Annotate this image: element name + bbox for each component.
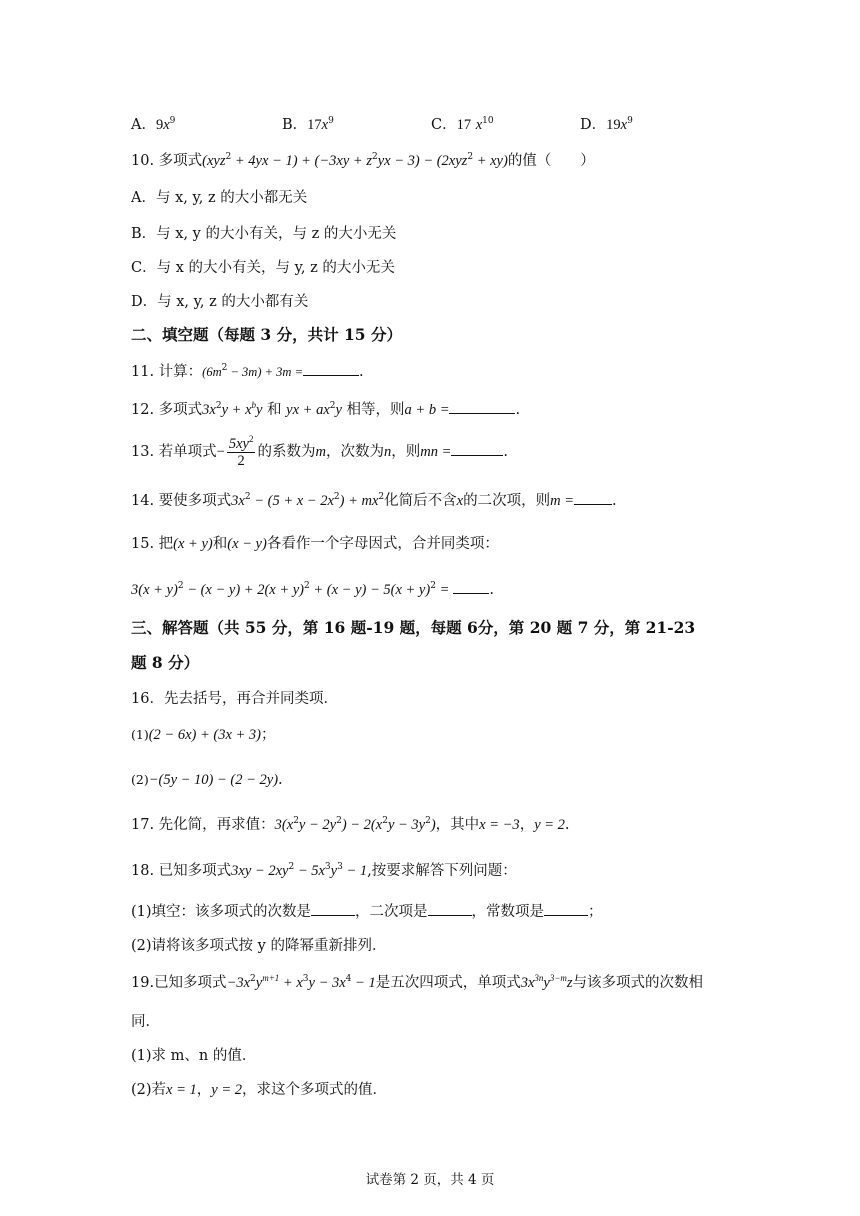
math-var: x bbox=[456, 493, 464, 509]
section-heading-line1: 三、解答题（共 55 分，第 16 题-19 题，每题 6分，第 20 题 7 分，第 21-23 bbox=[131, 618, 696, 637]
stem-text: 多项式 bbox=[158, 402, 203, 418]
stem-text: ， bbox=[519, 817, 535, 833]
math-expr: yx + ax bbox=[286, 402, 330, 418]
stem-text: 若单项式 bbox=[158, 444, 217, 460]
stem-text: . bbox=[515, 402, 521, 418]
math-expr: = bbox=[435, 582, 450, 598]
stem-text: 先化简，再求值： bbox=[158, 817, 275, 833]
math-expr: − (x − y) + 2(x + y) bbox=[183, 582, 305, 598]
q13 bbox=[131, 434, 780, 470]
option-coef: 9 bbox=[155, 117, 164, 133]
q9-option-a[interactable] bbox=[131, 113, 175, 134]
option-coef: 17 bbox=[456, 117, 472, 133]
q18 bbox=[131, 861, 780, 881]
math-expr: 3(x + y) bbox=[131, 582, 178, 598]
q16-part1 bbox=[131, 725, 780, 745]
math-expr: (2 − 6x) + (3x + 3) bbox=[148, 727, 262, 743]
exponent: 3 bbox=[337, 862, 343, 873]
math-expr: 3x bbox=[231, 493, 245, 509]
exponent: 3−m bbox=[549, 973, 567, 984]
stem-text: 要使多项式 bbox=[158, 493, 232, 509]
question-number: 15. bbox=[131, 536, 155, 552]
math-expr: m = bbox=[550, 493, 574, 509]
exponent: 3 bbox=[302, 974, 309, 985]
math-expr: y − 2y bbox=[298, 817, 337, 833]
option-coef: 19 bbox=[606, 117, 621, 133]
stem-text: ，次数为 bbox=[325, 444, 384, 460]
option-exp: 10 bbox=[482, 116, 494, 127]
math-expr: (x − y) bbox=[227, 536, 267, 552]
answer-blank[interactable] bbox=[574, 490, 612, 505]
q14 bbox=[131, 490, 780, 511]
stem-text: . bbox=[564, 817, 570, 833]
fraction bbox=[227, 433, 256, 469]
stem-text: . bbox=[611, 493, 617, 509]
math-expr: y = 2 bbox=[534, 817, 565, 833]
stem-text: ，则 bbox=[391, 444, 421, 460]
stem-text: 已知多项式 bbox=[154, 975, 227, 991]
exponent: 2 bbox=[336, 816, 342, 827]
stem-text: . bbox=[278, 772, 283, 788]
math-expr: y bbox=[335, 402, 342, 418]
math-expr: y + x bbox=[221, 402, 252, 418]
stem-text: ； bbox=[261, 727, 276, 743]
stem-text: ，求这个多项式的值． bbox=[242, 1082, 388, 1098]
stem-text: (2)若 bbox=[131, 1082, 167, 1098]
question-number: 13. bbox=[131, 444, 155, 460]
stem-text: ，其中 bbox=[435, 817, 480, 833]
question-number: 18. bbox=[131, 863, 155, 879]
q19-part1: (1)求 m、n 的值． bbox=[131, 1048, 257, 1064]
exponent: 3 bbox=[324, 862, 331, 873]
math-expr: − 1 bbox=[351, 975, 376, 991]
exponent: 2 bbox=[244, 492, 251, 503]
q10-option-b[interactable]: B．与 x, y 的大小有关，与 z 的大小无关 bbox=[131, 226, 397, 242]
stem-text: 的系数为 bbox=[257, 444, 316, 460]
math-expr: (xyz bbox=[202, 153, 226, 169]
exponent: m+1 bbox=[262, 973, 280, 984]
exponent: 2 bbox=[430, 581, 436, 592]
q10-option-c[interactable]: C．与 x 的大小有关，与 y, z 的大小无关 bbox=[131, 260, 395, 276]
q18-part1 bbox=[131, 901, 780, 922]
option-var: x bbox=[321, 117, 329, 133]
math-expr: + xy) bbox=[473, 153, 508, 169]
q19-part2 bbox=[131, 1080, 780, 1100]
math-expr: − 3m) + 3m = bbox=[227, 365, 304, 379]
answer-blank[interactable] bbox=[453, 579, 489, 594]
section-heading: 二、填空题（每题 3 分，共计 15 分） bbox=[131, 325, 402, 344]
q10-option-a[interactable]: A．与 x, y, z 的大小都无关 bbox=[131, 190, 308, 206]
option-label: C． bbox=[431, 117, 457, 133]
q19-line2: 同． bbox=[131, 1014, 160, 1030]
exponent: 2 bbox=[225, 152, 232, 163]
exponent: 2 bbox=[425, 816, 431, 827]
stem-text: ,按要求解答下列问题： bbox=[367, 863, 517, 879]
stem-text: . bbox=[503, 444, 508, 460]
stem-text: 相等，则 bbox=[346, 402, 405, 418]
stem-text: 与该多项式的次数相 bbox=[572, 975, 704, 991]
stem-text: 把 bbox=[158, 536, 174, 552]
stem-text: 已知多项式 bbox=[158, 863, 232, 879]
math-expr: x = −3 bbox=[479, 817, 520, 833]
math-expr: − 5x bbox=[294, 863, 325, 879]
math-var: m bbox=[315, 444, 326, 460]
math-expr: ) bbox=[430, 817, 436, 833]
math-expr: 3xy − 2xy bbox=[231, 863, 289, 879]
fraction-numerator bbox=[227, 433, 256, 453]
math-expr: ) + mx bbox=[339, 493, 379, 509]
math-expr: + 4yx − 1) + (−3xy + z bbox=[231, 153, 372, 169]
question-number: 19. bbox=[131, 975, 155, 991]
exponent: 2 bbox=[382, 816, 388, 827]
math-expr: x = 1 bbox=[166, 1082, 197, 1098]
exponent: 2 bbox=[288, 862, 295, 873]
exponent: 2 bbox=[221, 363, 228, 374]
math-expr: (x + y) bbox=[173, 536, 213, 552]
q9-option-d[interactable] bbox=[580, 113, 633, 134]
answer-blank[interactable] bbox=[451, 441, 503, 456]
exponent: b bbox=[251, 400, 256, 411]
math-expr: z bbox=[566, 975, 573, 991]
math-expr: yx − 3) − (2xyz bbox=[377, 153, 468, 169]
fraction-denominator: 2 bbox=[237, 452, 245, 469]
stem-text: . bbox=[489, 582, 494, 598]
math-expr: (6m bbox=[202, 365, 222, 379]
math-expr: y bbox=[255, 975, 263, 991]
part-label: (1) bbox=[131, 727, 149, 742]
numerator-text: 5xy bbox=[228, 435, 249, 452]
math-expr: y = 2 bbox=[211, 1082, 243, 1098]
exponent: 2 bbox=[177, 581, 184, 592]
math-expr: − 1 bbox=[342, 863, 368, 879]
math-expr: 3(x bbox=[274, 817, 294, 833]
exponent: 2 bbox=[371, 152, 378, 163]
stem-text: ，二次项是 bbox=[355, 904, 428, 920]
math-expr: − bbox=[216, 444, 225, 460]
option-var: x bbox=[620, 117, 628, 133]
stem-text: 和 bbox=[212, 536, 228, 552]
option-label: B． bbox=[282, 117, 308, 133]
q11 bbox=[131, 361, 780, 382]
q17 bbox=[131, 815, 780, 835]
exponent: 2 bbox=[333, 492, 340, 503]
exponent: 2 bbox=[215, 401, 222, 412]
math-expr: y − 3y bbox=[387, 817, 426, 833]
option-coef: 17 bbox=[307, 117, 322, 133]
q9-option-c[interactable] bbox=[431, 113, 494, 134]
option-var: x bbox=[475, 117, 483, 133]
option-label: D． bbox=[580, 117, 607, 133]
exponent: 2 bbox=[304, 581, 310, 592]
question-number: 11. bbox=[131, 364, 155, 380]
stem-text: ； bbox=[588, 904, 603, 920]
question-number: 17. bbox=[131, 817, 155, 833]
q10-option-d[interactable]: D．与 x, y, z 的大小都有关 bbox=[131, 294, 309, 310]
exponent: 2 bbox=[378, 492, 385, 503]
answer-blank[interactable] bbox=[544, 901, 588, 916]
q16-part2 bbox=[131, 770, 780, 790]
q12 bbox=[131, 399, 780, 420]
q9-option-b[interactable] bbox=[282, 113, 334, 134]
math-expr: + (x − y) − 5(x + y) bbox=[309, 582, 431, 598]
stem-text: 化简后不含 bbox=[384, 493, 457, 509]
stem-text: . bbox=[359, 364, 364, 380]
answer-blank[interactable] bbox=[449, 399, 515, 414]
exponent: 2 bbox=[293, 816, 299, 827]
exponent: 2 bbox=[329, 401, 336, 412]
stem-text: (1)填空：该多项式的次数是 bbox=[131, 904, 312, 920]
q16-title: 16．先去括号，再合并同类项． bbox=[131, 691, 338, 707]
math-expr: a + b = bbox=[404, 402, 450, 418]
q18-part2: (2)请将该多项式按 y 的降幂重新排列． bbox=[131, 938, 387, 954]
q19 bbox=[131, 973, 780, 993]
question-number: 12. bbox=[131, 402, 155, 418]
exponent: 3n bbox=[534, 973, 544, 984]
exponent: 2 bbox=[467, 152, 474, 163]
exponent: 2 bbox=[250, 974, 256, 985]
math-expr: ) − 2(x bbox=[341, 817, 383, 833]
stem-text: 各看作一个字母因式，合并同类项： bbox=[266, 536, 499, 552]
math-expr: −(5y − 10) − (2 − 2y) bbox=[148, 772, 279, 788]
math-expr: y bbox=[543, 975, 550, 991]
exponent: 2 bbox=[248, 433, 254, 444]
option-exp: 9 bbox=[627, 116, 633, 127]
section-heading-line2: 题 8 分） bbox=[131, 653, 200, 672]
page-footer: 试卷第 2 页，共 4 页 bbox=[365, 1172, 495, 1188]
question-number: 10. bbox=[131, 153, 155, 169]
answer-blank[interactable] bbox=[311, 901, 355, 916]
math-expr: 3x bbox=[520, 975, 535, 991]
stem-text: 和 bbox=[267, 402, 282, 418]
stem-text: 的二次项，则 bbox=[463, 493, 551, 509]
math-expr: + x bbox=[279, 975, 303, 991]
stem-text: 多项式 bbox=[158, 153, 203, 169]
part-label: (2) bbox=[131, 772, 149, 787]
option-exp: 9 bbox=[169, 116, 176, 127]
math-expr: mn = bbox=[420, 444, 452, 460]
q10-stem bbox=[131, 151, 780, 171]
math-expr: − (5 + x − 2x bbox=[250, 493, 334, 509]
exponent: 4 bbox=[345, 974, 352, 985]
question-number: 14. bbox=[131, 493, 155, 509]
math-expr: y − 3x bbox=[308, 975, 346, 991]
math-var: n bbox=[383, 444, 392, 460]
math-expr: y bbox=[330, 863, 338, 879]
stem-text: ，常数项是 bbox=[471, 904, 545, 920]
stem-text: ， bbox=[196, 1082, 212, 1098]
math-expr: y bbox=[256, 402, 263, 418]
stem-text: 的值（ ） bbox=[507, 153, 595, 169]
answer-blank[interactable] bbox=[428, 901, 472, 916]
q15 bbox=[131, 534, 780, 554]
math-expr: −3x bbox=[226, 975, 251, 991]
option-label: A． bbox=[131, 117, 156, 133]
math-expr: 3x bbox=[202, 402, 216, 418]
answer-blank[interactable] bbox=[303, 361, 359, 376]
option-exp: 9 bbox=[328, 116, 334, 127]
stem-text: 计算： bbox=[158, 364, 203, 380]
option-var: x bbox=[163, 117, 170, 133]
q15-expression bbox=[131, 579, 780, 600]
stem-text: 是五次四项式，单项式 bbox=[375, 975, 521, 991]
